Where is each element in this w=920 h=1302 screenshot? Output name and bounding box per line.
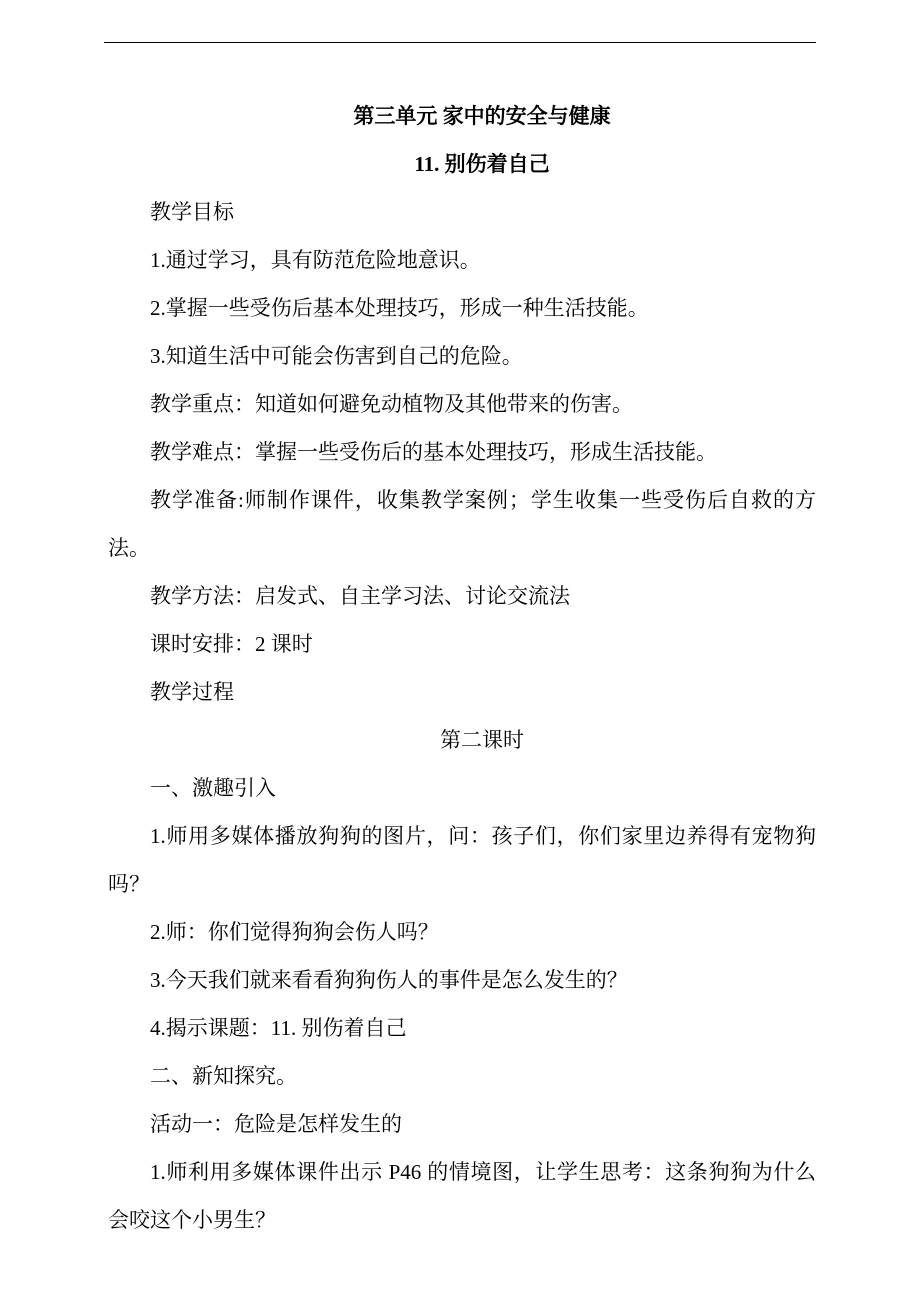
process-heading: 教学过程 [150, 680, 234, 704]
header-rule [104, 42, 816, 43]
objective-2: 2.掌握一些受伤后基本处理技巧，形成一种生活技能。 [150, 296, 649, 320]
part-2-heading: 二、新知探究。 [150, 1064, 297, 1088]
part-1-item-3: 3.今天我们就来看看狗狗伤人的事件是怎么发生的？ [150, 968, 628, 992]
teaching-method: 教学方法：启发式、自主学习法、讨论交流法 [150, 584, 570, 608]
activity-1-item-1: 1.师利用多媒体课件出示 P46 的情境图，让学生思考：这条狗狗为什么会咬这个小男生？ [108, 1160, 816, 1232]
part-1-heading: 一、激趣引入 [150, 776, 276, 800]
key-point: 教学重点：知道如何避免动植物及其他带来的伤害。 [150, 392, 633, 416]
preparation: 教学准备:师制作课件，收集教学案例；学生收集一些受伤后自救的方法。 [108, 488, 816, 560]
objective-1: 1.通过学习，具有防范危险地意识。 [150, 248, 481, 272]
unit-title: 第三单元 家中的安全与健康 [353, 104, 611, 128]
lesson-title: 11. 别伤着自己 [414, 152, 550, 176]
objective-3: 3.知道生活中可能会伤害到自己的危险。 [150, 344, 523, 368]
document-body [108, 92, 816, 1244]
part-1-item-4: 4.揭示课题：11. 别伤着自己 [150, 1016, 407, 1040]
difficult-point: 教学难点：掌握一些受伤后的基本处理技巧，形成生活技能。 [150, 440, 717, 464]
session-title: 第二课时 [440, 728, 524, 752]
part-1-item-1: 1.师用多媒体播放狗狗的图片，问：孩子们，你们家里边养得有宠物狗吗？ [108, 824, 816, 896]
part-1-item-2: 2.师：你们觉得狗狗会伤人吗？ [150, 920, 439, 944]
schedule: 课时安排：2 课时 [150, 632, 313, 656]
activity-1-heading: 活动一：危险是怎样发生的 [150, 1112, 402, 1136]
objectives-heading: 教学目标 [150, 200, 234, 224]
